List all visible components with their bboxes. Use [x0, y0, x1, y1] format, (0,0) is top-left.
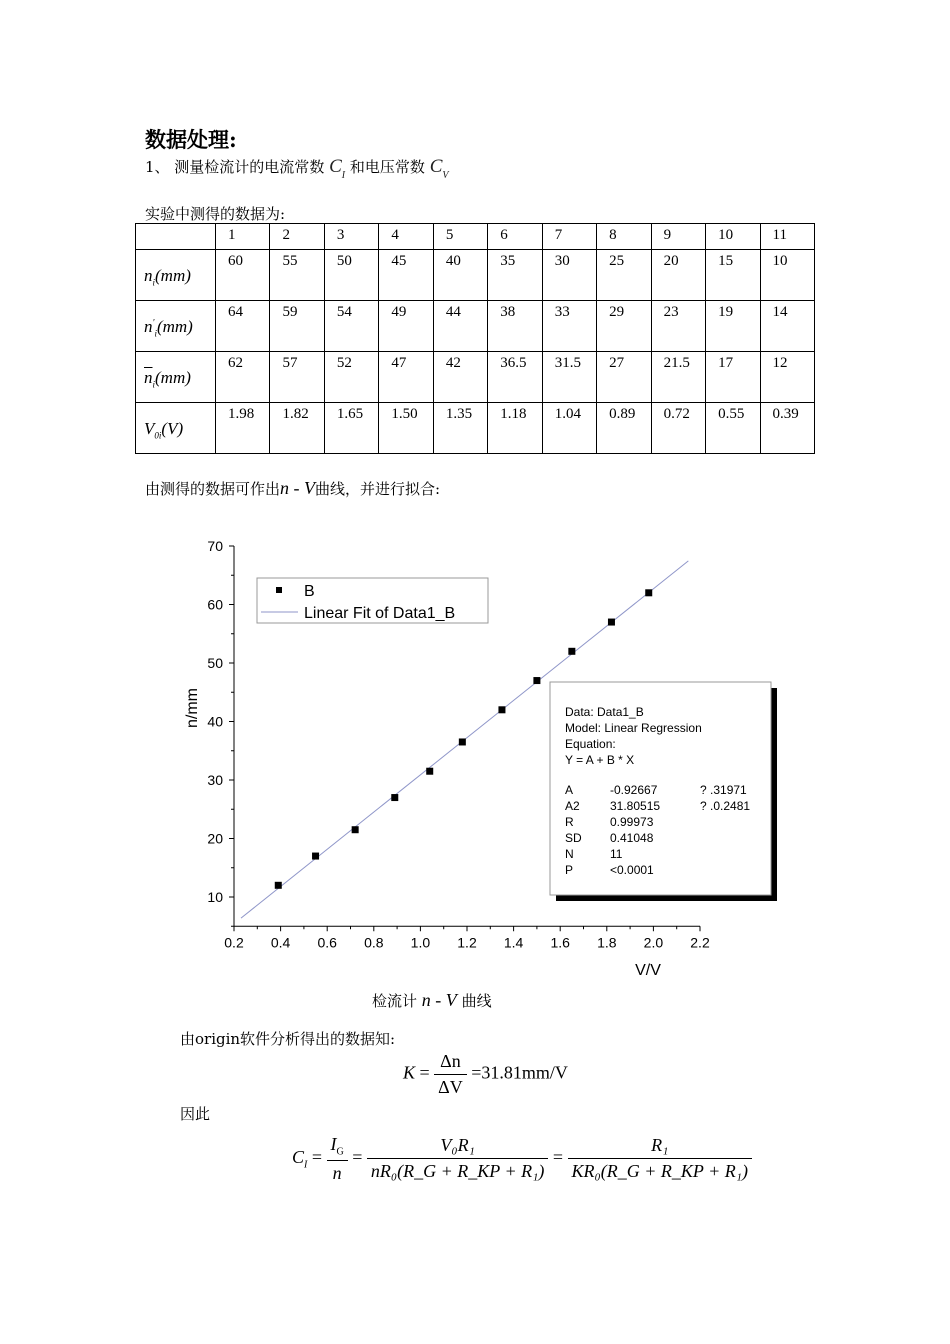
legend-marker	[276, 587, 282, 593]
table-header-cell: 11	[760, 224, 814, 250]
data-point	[426, 768, 433, 775]
y-tick-label: 30	[207, 772, 223, 788]
stats-param: SD	[565, 831, 582, 845]
data-point	[608, 619, 615, 626]
row-label: $n_i(mm)$	[136, 250, 216, 301]
table-cell: 14	[760, 301, 814, 352]
stats-error: ? .31971	[700, 783, 747, 797]
table-cell: 45	[379, 250, 433, 301]
table-cell: 44	[433, 301, 487, 352]
table-cell: 21.5	[651, 352, 705, 403]
legend-label-b: B	[304, 583, 315, 600]
stats-line: Y = A + B * X	[565, 753, 635, 767]
table-cell: 0.39	[760, 403, 814, 454]
y-tick-label: 40	[207, 713, 223, 730]
table-cell: 49	[379, 301, 433, 352]
stats-param: P	[565, 863, 574, 877]
x-tick-label: 2.2	[690, 934, 710, 951]
table-cell: 1.82	[270, 403, 324, 454]
data-point	[568, 648, 575, 655]
table-cell: 62	[216, 352, 270, 403]
figure-caption: 检流计 n - V 曲线	[372, 990, 492, 1010]
table-cell: 1.35	[433, 403, 487, 454]
table-row	[136, 352, 815, 403]
x-tick-label: 1.8	[597, 934, 617, 951]
stats-param: R	[565, 815, 574, 829]
table-header-cell: 8	[597, 224, 651, 250]
equation-ci: $C_I$ = $\frac{I_G}{n}$ = $\frac{\text{V₀R₁}}{\text{nR₀(R\_G + R\_KP + R₁)}}$ = $\frac{\text{R₁}}{\text{KR₀(R\_G + R\_KP + R₁)}}$	[292, 1134, 752, 1184]
x-tick-label: 1.2	[457, 934, 477, 951]
y-tick-label: 50	[207, 655, 223, 671]
y-tick-label: 70	[207, 538, 223, 554]
intro-line	[145, 156, 449, 181]
table-cell: 55	[270, 250, 324, 301]
table-cell: 20	[651, 250, 705, 301]
x-tick-label: 2.0	[643, 934, 664, 951]
section-heading: 数据处理:	[145, 127, 237, 152]
symbol-cv: $C_V$	[429, 156, 449, 181]
data-point	[391, 794, 398, 801]
table-cell: 23	[651, 301, 705, 352]
stats-value: 11	[610, 847, 623, 861]
table-cell: 1.04	[542, 403, 596, 454]
table-cell: 0.72	[651, 403, 705, 454]
table-header-cell: 3	[324, 224, 378, 250]
table-cell: 64	[216, 301, 270, 352]
stats-line: Model: Linear Regression	[565, 721, 702, 735]
intro-item: 1、 测量检流计的电流常数	[145, 158, 325, 176]
x-tick-label: 0.8	[364, 934, 384, 951]
table-cell: 54	[324, 301, 378, 352]
data-point	[312, 853, 319, 860]
table-cell: 12	[760, 352, 814, 403]
x-tick-label: 0.4	[270, 934, 291, 951]
intro-and: 和电压常数	[349, 158, 425, 176]
row-label: $\overline{n}_i(mm)$	[136, 352, 216, 403]
table-cell: 47	[379, 352, 433, 403]
table-cell: 38	[488, 301, 542, 352]
table-cell: 30	[542, 250, 596, 301]
table-header-cell: 6	[488, 224, 542, 250]
stats-param: A	[565, 783, 574, 797]
y-tick-label: 10	[207, 889, 223, 905]
therefore-text: 因此	[180, 1105, 211, 1123]
table-header-cell: 2	[270, 224, 324, 250]
data-point	[352, 826, 359, 833]
x-axis-label: V/V	[635, 962, 661, 978]
stats-value: -0.92667	[610, 783, 658, 797]
table-cell: 59	[270, 301, 324, 352]
fit-intro: 由测得的数据可作出n - V曲线，并进行拟合:	[145, 478, 441, 498]
row-label: $V_{0i}(V)$	[136, 403, 216, 454]
stats-value: 0.99973	[610, 815, 654, 829]
table-cell: 50	[324, 250, 378, 301]
y-tick-label: 60	[207, 596, 223, 613]
table-cell: 15	[706, 250, 760, 301]
table-cell: 1.65	[324, 403, 378, 454]
stats-param: A2	[565, 799, 580, 813]
table-cell: 33	[542, 301, 596, 352]
stats-value: <0.0001	[610, 863, 654, 877]
table-cell: 1.18	[488, 403, 542, 454]
table-cell: 0.89	[597, 403, 651, 454]
table-cell: 17	[706, 352, 760, 403]
data-table	[135, 223, 815, 454]
y-axis-label: n/mm	[184, 688, 201, 728]
table-header-cell: 5	[433, 224, 487, 250]
table-cell: 1.50	[379, 403, 433, 454]
table-cell: 52	[324, 352, 378, 403]
table-cell: 0.55	[706, 403, 760, 454]
row-label: $n'_i(mm)$	[136, 301, 216, 352]
table-cell: 27	[597, 352, 651, 403]
table-cell: 36.5	[488, 352, 542, 403]
table-intro: 实验中测得的数据为:	[145, 205, 286, 223]
data-point	[645, 589, 652, 596]
table-corner	[136, 224, 216, 250]
stats-line: Data: Data1_B	[565, 705, 644, 719]
x-tick-label: 1.0	[410, 934, 431, 951]
nv-chart	[165, 528, 785, 978]
data-point	[275, 882, 282, 889]
stats-value: 0.41048	[610, 831, 654, 845]
table-cell: 31.5	[542, 352, 596, 403]
equation-k: K = $\frac{\Delta n}{\Delta V}$ =31.81mm/V	[403, 1051, 568, 1097]
table-header-cell: 7	[542, 224, 596, 250]
stats-line: Equation:	[565, 737, 616, 751]
table-header-cell: 10	[706, 224, 760, 250]
table-header-cell: 9	[651, 224, 705, 250]
table-cell: 60	[216, 250, 270, 301]
table-header-cell: 1	[216, 224, 270, 250]
x-tick-label: 1.6	[550, 934, 570, 951]
table-row	[136, 301, 815, 352]
table-row	[136, 250, 815, 301]
stats-param: N	[565, 847, 574, 861]
table-cell: 25	[597, 250, 651, 301]
table-cell: 35	[488, 250, 542, 301]
table-cell: 1.98	[216, 403, 270, 454]
table-row	[136, 403, 815, 454]
table-cell: 40	[433, 250, 487, 301]
x-tick-label: 1.4	[503, 934, 524, 951]
legend-label-fit: Linear Fit of Data1_B	[304, 605, 456, 622]
table-header-cell: 4	[379, 224, 433, 250]
x-tick-label: 0.2	[224, 934, 244, 951]
table-cell: 19	[706, 301, 760, 352]
data-point	[498, 706, 505, 713]
x-tick-label: 0.6	[317, 934, 337, 951]
data-point	[459, 738, 466, 745]
table-cell: 10	[760, 250, 814, 301]
table-cell: 57	[270, 352, 324, 403]
stats-value: 31.80515	[610, 799, 661, 813]
analysis-text: 由origin软件分析得出的数据知:	[180, 1030, 396, 1048]
stats-error: ? .0.2481	[700, 799, 751, 813]
table-cell: 42	[433, 352, 487, 403]
y-tick-label: 20	[207, 830, 223, 847]
data-point	[533, 677, 540, 684]
symbol-ci: $C_I$	[329, 156, 346, 181]
nv-symbol: n - V	[280, 478, 316, 498]
table-cell: 29	[597, 301, 651, 352]
